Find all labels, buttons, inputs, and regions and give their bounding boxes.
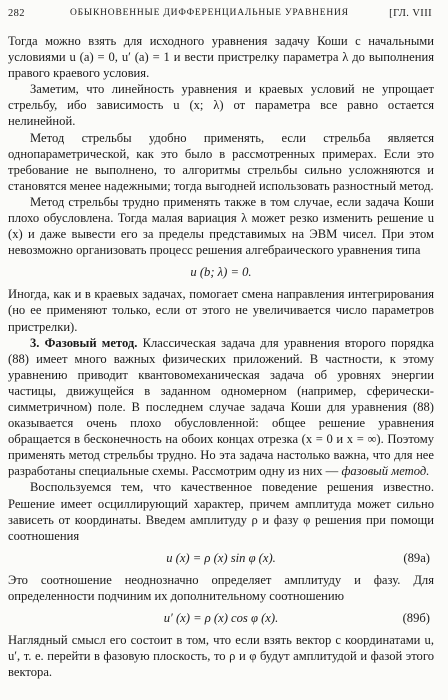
paragraph: Воспользуемся тем, что качественное поведение решения известно. Решение имеет осциллирующий характер, причем амплитуда может сильно зависеть от координаты. Введем амплитуду ρ и фазу φ решения при помощи соотношения (8, 480, 434, 543)
running-title: ОБЫКНОВЕННЫЕ ДИФФЕРЕНЦИАЛЬНЫЕ УРАВНЕНИЯ (70, 8, 349, 18)
equation-body: u (b; λ) = 0. (190, 265, 252, 280)
section-heading: 3. Фазовый метод. (30, 335, 138, 350)
equation-number: (89б) (402, 611, 430, 625)
paragraph: Наглядный смысл его состоит в том, что если взять вектор с координатами u, u′, т. е. перейти в фазовую плоскость, то ρ и φ будут амплитудой и фазой этого вектора. (8, 633, 434, 680)
equation (8, 544, 434, 572)
paragraph: Иногда, как и в краевых задачах, помогает смена направления интегрирования (но ее применяют только, если от этого не увеличивается число параметров пристрелки). (8, 287, 434, 334)
equation (8, 604, 434, 632)
paragraph: Это соотношение неоднозначно определяет амплитуду и фазу. Для определенности подчиним их дополнительному соотношению (8, 572, 434, 603)
equation-body: u′ (x) = ρ (x) cos φ (x). (163, 611, 279, 625)
equation-body: u (x) = ρ (x) sin φ (x). (166, 550, 276, 565)
equation (8, 258, 434, 286)
page-header (8, 8, 432, 24)
equation-number: (89а) (403, 550, 430, 565)
page-body (8, 33, 434, 680)
section-text: Классическая задача для уравнения второго порядка (88) имеет много важных физических приложений. В частности, к этому уравнению приводит квантовомеханическая задача об уровнях энергии частицы, движущейся в заданном одномерном (например, сферически-симметричном) поле. В последнем случае задача Коши для уравнения (88) оказывается очень плохо обусловленной: общее решение уравнения обращается в бесконечность на обоих концах отрезка (x = 0 и x = ∞). Поэтому применять метод стрельбы трудно. Но эта задача настолько важна, что для нее разработаны специальные схемы. Рассмотрим одну из них — (8, 335, 434, 479)
page-number: 282 (8, 8, 25, 19)
paragraph: Заметим, что линейность уравнения и краевых условий не упрощает стрельбу, ибо зависимость u (x; λ) от параметра все равно остается нелинейной. (8, 82, 434, 129)
paragraph: Метод стрельбы трудно применять также в том случае, если задача Коши плохо обусловлена. Тогда малая вариация λ может резко изменить решение u (x) и даже вывести его за пределы представимых на ЭВМ чисел. При этом невозможно организовать процесс решения алгебраического уравнения типа (8, 194, 434, 258)
paragraph: Тогда можно взять для исходного уравнения задачу Коши с начальными условиями u (a) = 0, u′ (a) = 1 и вести пристрелку параметра λ до выполнения правого краевого условия. (8, 34, 434, 81)
paragraph: Метод стрельбы удобно применять, если стрельба является однопараметрической, как это было в рассмотренных примерах. Если это требование не выполнено, то алгоритмы стрельбы сильно усложняются и становятся менее надежными; тогда выгодней использовать разностный метод. (8, 130, 434, 193)
term-emphasis: фазовый метод. (341, 464, 430, 479)
section-paragraph (8, 335, 434, 480)
chapter-label: [ГЛ. VIII (389, 8, 432, 19)
